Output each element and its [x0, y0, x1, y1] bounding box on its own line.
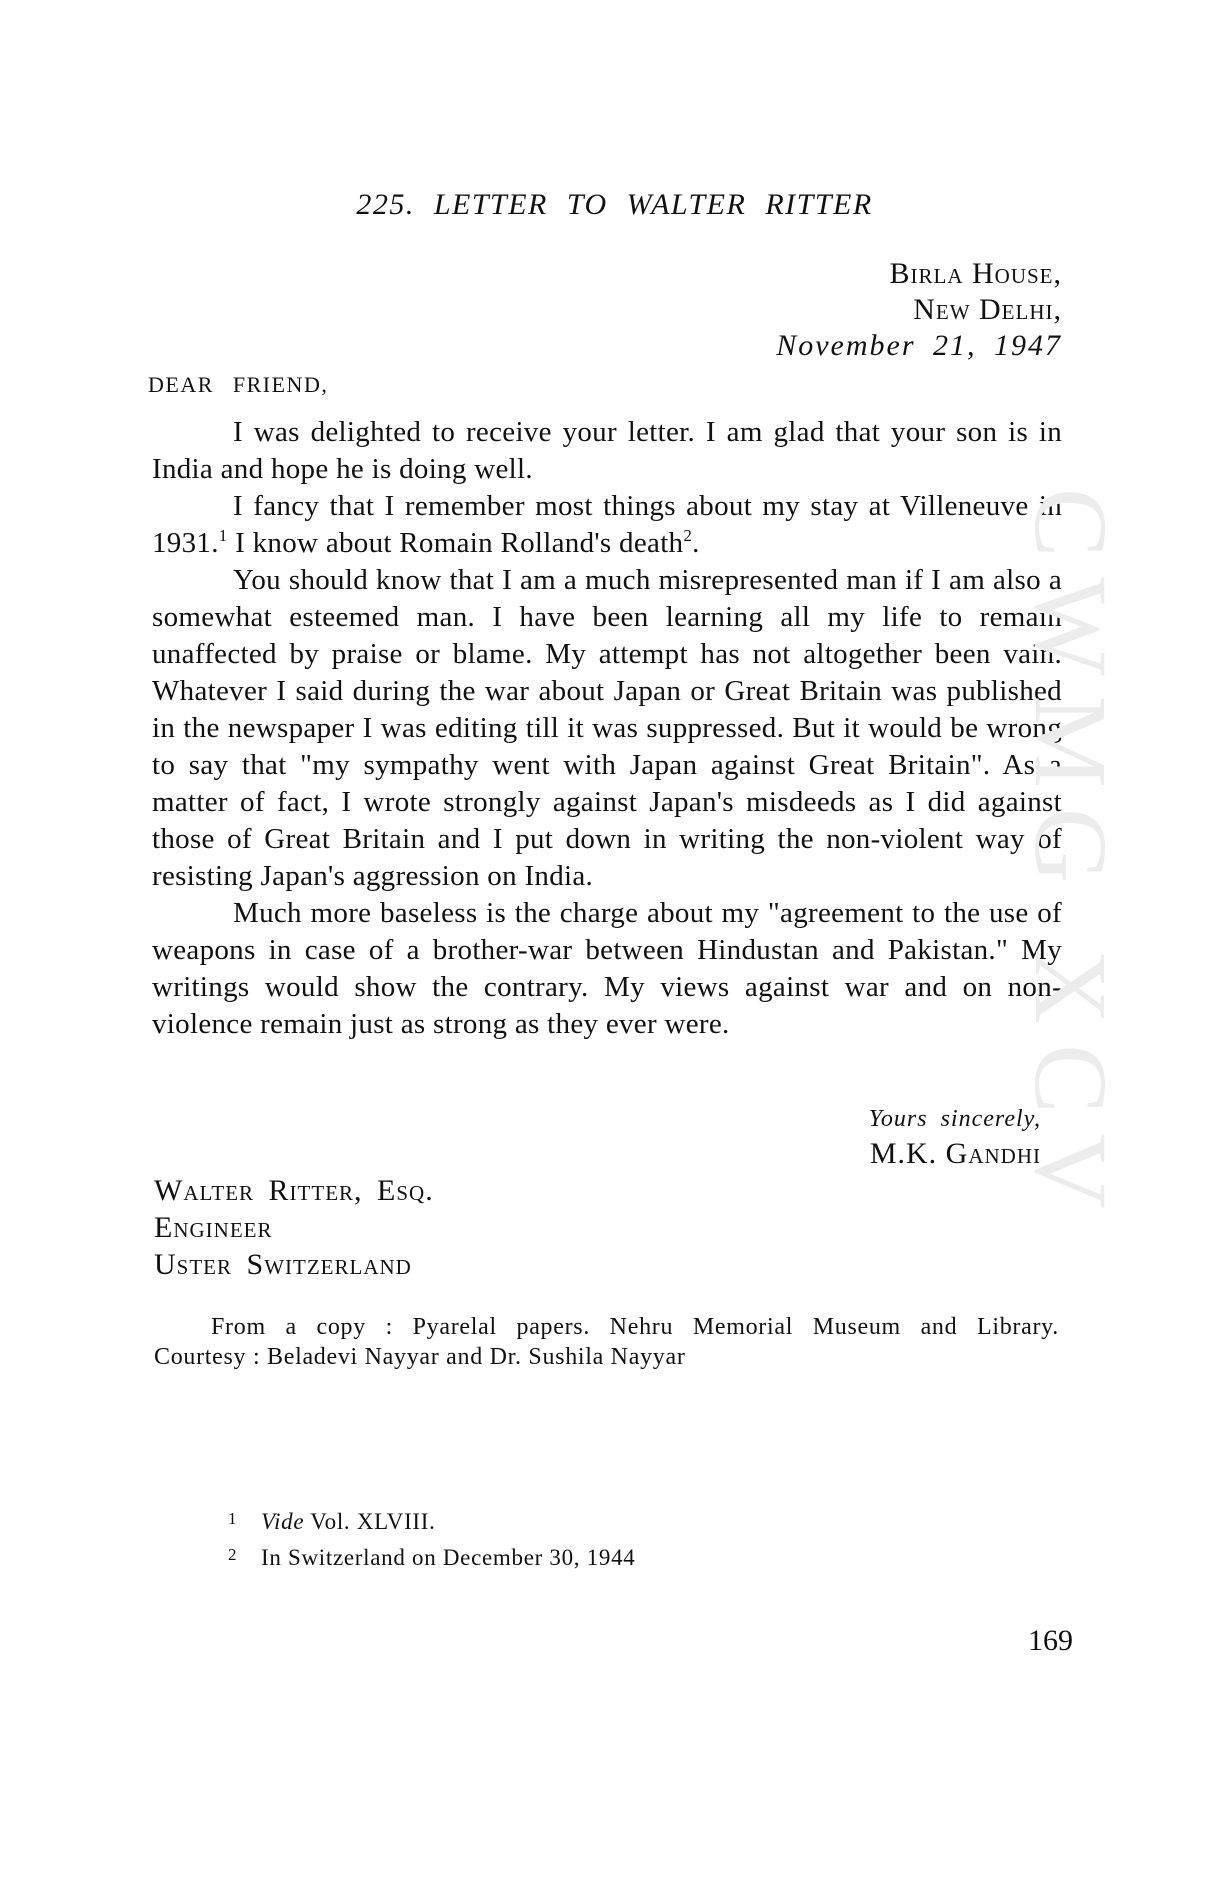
recipient-location: Uster Switzerland — [154, 1248, 412, 1281]
letter-heading — [0, 188, 1229, 222]
source-line-2: Courtesy : Beladevi Nayyar and Dr. Sushila Nayyar — [154, 1344, 686, 1370]
heading-title: LETTER TO WALTER RITTER — [433, 188, 873, 221]
watermark: CWMG XCV — [1013, 488, 1128, 1229]
footnote-1-text: Vol. XLVIII. — [304, 1509, 436, 1534]
salutation: DEAR FRIEND, — [148, 372, 329, 397]
recipient-name: Walter Ritter, Esq. — [154, 1174, 434, 1207]
footnotes — [228, 1502, 636, 1574]
sender-address — [776, 256, 1062, 364]
signature: M.K. Gandhi — [869, 1137, 1041, 1170]
paragraph-3: You should know that I am a much misrepresented man if I am also a somewhat esteemed man. I have been learning all my life to remain unaffected by praise or blame. My attempt has not altogether been vain. Whatever I said during the war about Japan or Great Britain was published in the newspaper I was editing till it was suppressed. But it would be wrong to say that "my sympathy went with Japan against Great Britain". As a matter of fact, I wrote strongly against Japan's misdeeds as I did against those of Great Britain and I put down in writing the non-violent way of resisting Japan's aggression on India. — [152, 564, 1062, 892]
paragraph-2 — [152, 488, 1062, 562]
footnote-1-italic: Vide — [261, 1509, 305, 1534]
letter-body — [152, 414, 1062, 1043]
footnote-1 — [228, 1502, 636, 1538]
footnote-2-number: 2 — [228, 1545, 238, 1564]
paragraph-1: I was delighted to receive your letter. I am glad that your son is in India and hope he is doing well. — [152, 416, 1062, 485]
footnote-2 — [228, 1538, 636, 1574]
address-line-1: Birla House, — [889, 257, 1062, 290]
address-line-2: New Delhi, — [913, 293, 1062, 326]
paragraph-2-part-b: I know about Romain Rolland's death — [227, 527, 684, 559]
footnote-1-number: 1 — [228, 1509, 238, 1528]
footnote-ref-1: 1 — [218, 526, 228, 545]
heading-number: 225. — [356, 188, 415, 221]
source-note — [154, 1312, 1059, 1372]
recipient-title: Engineer — [154, 1211, 273, 1244]
recipient-block — [154, 1172, 434, 1283]
paragraph-4: Much more baseless is the charge about my "agreement to the use of weapons in case of a brother-war between Hindustan and Pakistan." My writings would show the contrary. My views against war and on non-violence remain just as strong as they ever were. — [152, 897, 1062, 1040]
footnote-2-text: In Switzerland on December 30, 1944 — [261, 1545, 636, 1570]
source-line-1: From a copy : Pyarelal papers. Nehru Memorial Museum and Library. — [211, 1314, 1059, 1340]
paragraph-2-part-c: . — [692, 527, 700, 559]
paragraph-2-part-a: I fancy that I remember most things about my stay at Villeneuve in 1931. — [152, 490, 1062, 559]
valediction: Yours sincerely, — [868, 1106, 1041, 1132]
footnote-ref-2: 2 — [683, 526, 693, 545]
letter-date: November 21, 1947 — [776, 329, 1062, 362]
page-number: 169 — [1028, 1624, 1073, 1657]
